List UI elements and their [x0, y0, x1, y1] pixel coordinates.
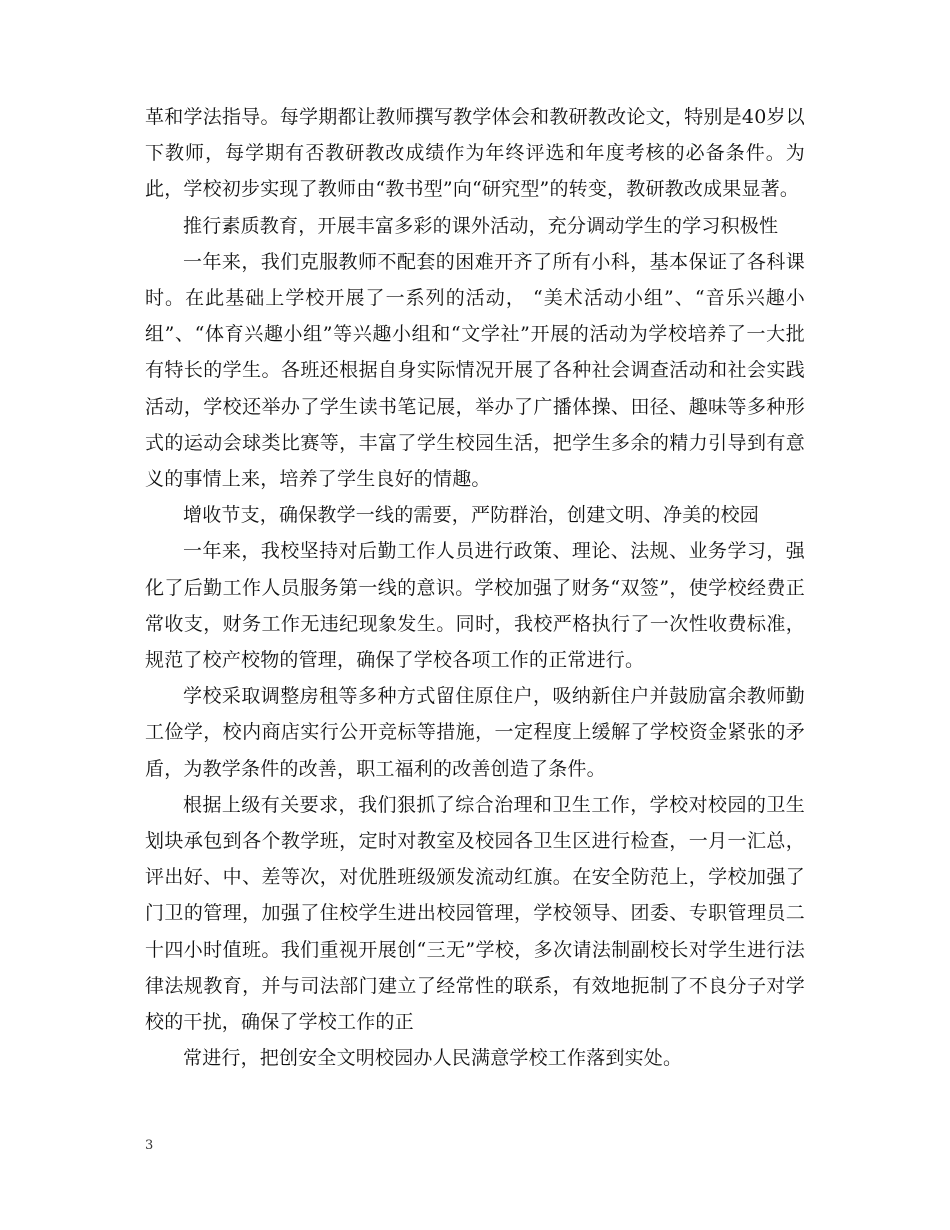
paragraph-activities: 一年来，我们克服教师不配套的困难开齐了所有小科，基本保证了各科课时。在此基础上学校开展了一系列的活动， “美术活动小组”、“音乐兴趣小组”、“体育兴趣小组”等兴趣小组和“文学社”开展的活动为学校培养了一大批有特长的学生。各班还根据自身实际情况开展了各种社会调查活动和社会实践活动，学校还举办了学生读书笔记展，举办了广播体操、田径、趣味等多种形式的运动会球类比赛等，丰富了学生校园生活，把学生多余的精力引导到有意义的事情上来，培养了学生良好的情趣。: [145, 250, 805, 491]
paragraph-safety: 根据上级有关要求，我们狠抓了综合治理和卫生工作，学校对校园的卫生划块承包到各个教学班，定时对教室及校园各卫生区进行检查，一月一汇总，评出好、中、差等次，对优胜班级颁发流动红旗。在安全防范上，学校加强了门卫的管理，加强了住校学生进出校园管理，学校领导、团委、专职管理员二十四小时值班。我们重视开展创“三无”学校，多次请法制副校长对学生进行法律法规教育，并与司法部门建立了经常性的联系，有效地扼制了不良分子对学校的干扰，确保了学校工作的正: [145, 793, 805, 1034]
section-heading-quality-education: 推行素质教育，开展丰富多彩的课外活动，充分调动学生的学习积极性: [183, 214, 779, 237]
paragraph-logistics: 一年来，我校坚持对后勤工作人员进行政策、理论、法规、业务学习，强化了后勤工作人员服务第一线的意识。学校加强了财务“双签”，使学校经费正常收支，财务工作无违纪现象发生。同时，我校严格执行了一次性收费标准，规范了校产校物的管理，确保了学校各项工作的正常进行。: [145, 540, 805, 672]
paragraph-funding: 学校采取调整房租等多种方式留住原住户，吸纳新住户并鼓励富余教师勤工俭学，校内商店实行公开竞标等措施，一定程度上缓解了学校资金紧张的矛盾，为教学条件的改善，职工福利的改善创造了条件。: [145, 685, 805, 780]
document-body: [145, 99, 805, 1076]
section-heading-logistics: 增收节支，确保教学一线的需要，严防群治，创建文明、净美的校园: [183, 504, 760, 527]
paragraph-continuation: 革和学法指导。每学期都让教师撰写教学体会和教研教改论文，特别是40岁以下教师，每学期有否教研教改成绩作为年终评选和年度考核的必备条件。为此，学校初步实现了教师由“教书型”向“研究型”的转变，教研教改成果显著。: [145, 106, 805, 201]
paragraph-closing: 常进行，把创安全文明校园办人民满意学校工作落到实处。: [183, 1047, 683, 1070]
page-number: 3: [145, 1138, 154, 1153]
